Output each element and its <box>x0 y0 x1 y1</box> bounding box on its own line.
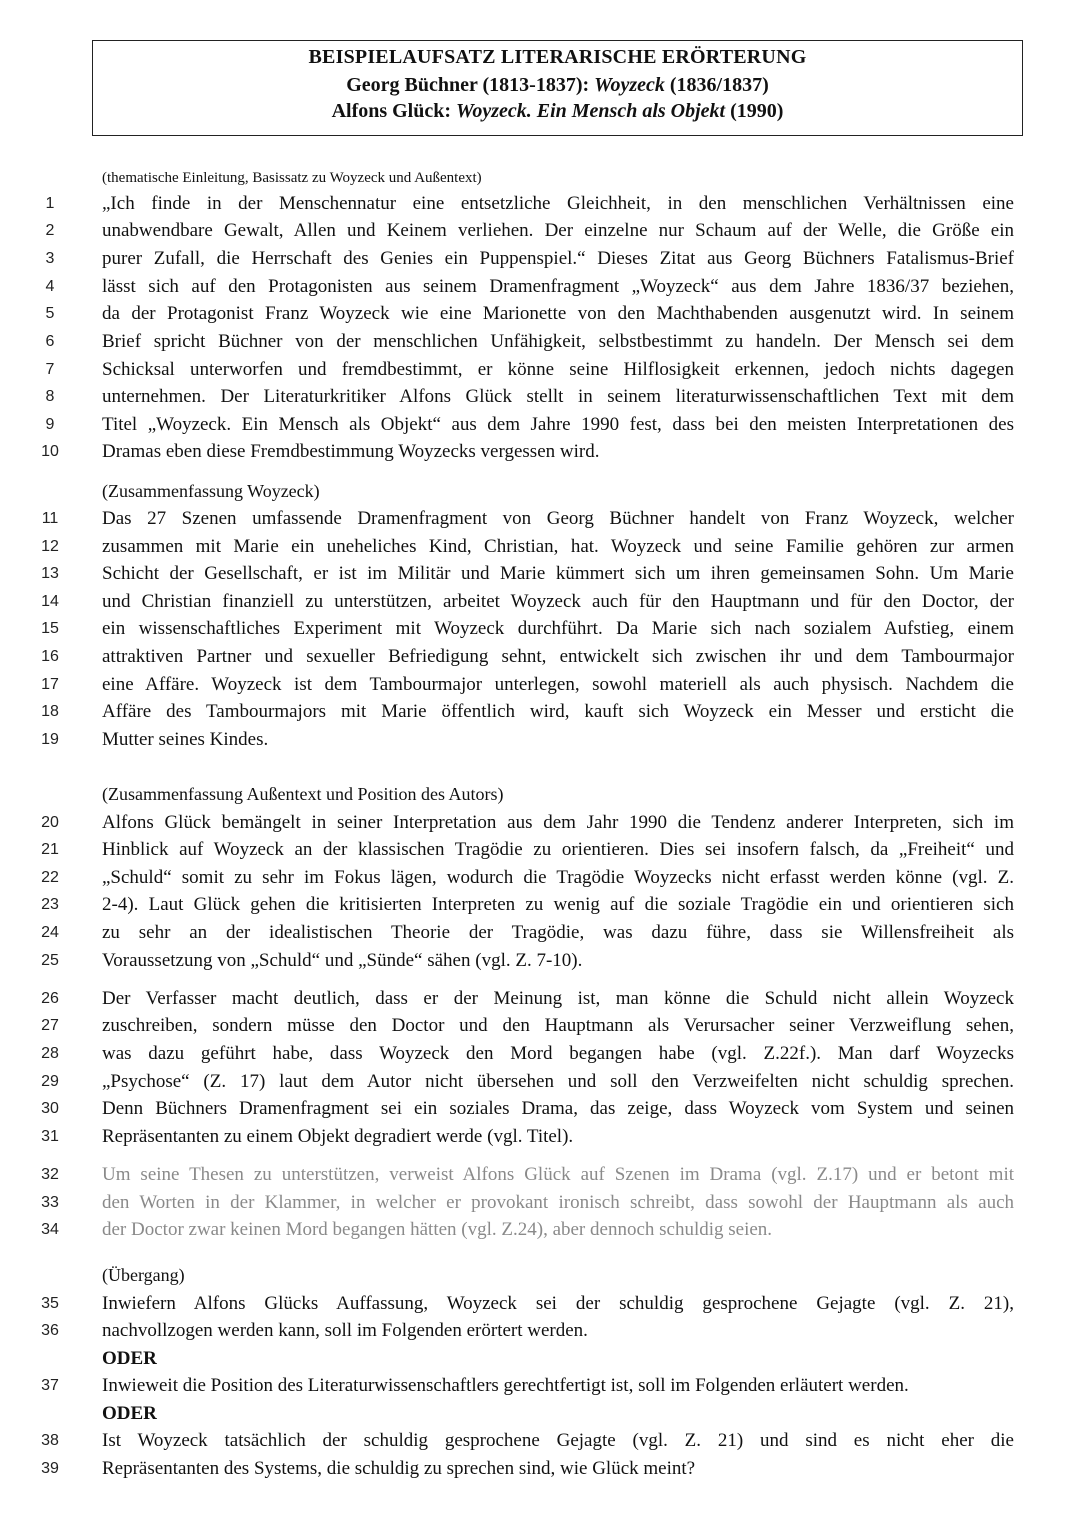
line-number: 1 <box>45 195 55 212</box>
section-heading-summary-text: (Zusammenfassung Außentext und Position des Autors) <box>102 784 504 804</box>
text-line: Repräsentanten zu einem Objekt degradiert werde (vgl. Titel). <box>102 1126 574 1147</box>
line-number: 21 <box>41 841 59 858</box>
text-line: den Worten in der Klammer, in welcher er provokant ironisch schreibt, dass sowohl der Hauptmann als auch <box>102 1192 1014 1213</box>
text-line: „Psychose“ (Z. 17) laut dem Autor nicht übersehen und soll den Verzweifelten nicht schuldig sprechen. <box>102 1071 1014 1092</box>
text-line: 2-4). Laut Glück gehen die kritisierten Interpreten zu wenig auf die soziale Tragödie ein und orientieren sich <box>102 894 1014 915</box>
section-heading-summary-woyzeck: (Zusammenfassung Woyzeck) <box>102 481 320 501</box>
line-number: 20 <box>41 814 59 831</box>
text-line: „Schuld“ somit zu sehr im Fokus lägen, wodurch die Tragödie Woyzecks nicht erfasst werden könne (vgl. Z. <box>102 867 1014 888</box>
text-line: zuschreiben, sondern müsse den Doctor und den Hauptmann als Verursacher seiner Verzweiflung sehen, <box>102 1015 1014 1036</box>
title-work-author: Georg Büchner (1813-1837): <box>346 74 595 96</box>
text-line: Inwieweit die Position des Literaturwissenschaftlers gerechtfertigt ist, soll im Folgenden erläutert werden. <box>102 1375 909 1396</box>
line-number: 5 <box>45 305 55 322</box>
text-line: Ist Woyzeck tatsächlich der schuldig gesprochene Gejagte (vgl. Z. 21) und sind es nicht eher die <box>102 1430 1014 1451</box>
line-number: 16 <box>41 648 59 665</box>
title-box <box>92 40 1023 136</box>
line-number: 30 <box>41 1100 59 1117</box>
text-line: zusammen mit Marie ein uneheliches Kind, Christian, hat. Woyzeck und seine Familie gehören zur armen <box>102 536 1014 557</box>
line-number: 6 <box>45 333 55 350</box>
title-work-year: (1836/1837) <box>664 74 769 96</box>
title-text-author: Alfons Glück: <box>331 100 457 122</box>
line-number: 36 <box>41 1322 59 1339</box>
line-number: 34 <box>41 1221 59 1238</box>
line-number: 38 <box>41 1432 59 1449</box>
text-line: Hinblick auf Woyzeck an der klassischen Tragödie zu orientieren. Dies sei insofern falsch, da „Freiheit“ und <box>102 839 1014 860</box>
text-line: der Doctor zwar keinen Mord begangen hätten (vgl. Z.24), aber dennoch schuldig seien. <box>102 1219 773 1240</box>
text-line: Schicht der Gesellschaft, er ist im Militär und Marie kümmert sich um ihren gemeinsamen Sohn. Um Marie <box>102 563 1014 584</box>
title-work-name: Woyzeck <box>594 74 665 96</box>
text-line: da der Protagonist Franz Woyzeck wie eine Marionette von den Machthabenden ausgenutzt wird. In seinem <box>102 303 1014 324</box>
line-number: 22 <box>41 869 59 886</box>
text-line: Alfons Glück bemängelt in seiner Interpretation aus dem Jahr 1990 die Tendenz anderer Interpreten, sich im <box>102 812 1014 833</box>
line-number: 39 <box>41 1460 59 1477</box>
line-number: 10 <box>41 443 59 460</box>
text-line: Der Verfasser macht deutlich, dass er der Meinung ist, man könne die Schuld nicht allein Woyzeck <box>102 988 1014 1009</box>
text-line: Inwiefern Alfons Glücks Auffassung, Woyzeck sei der schuldig gesprochene Gejagte (vgl. Z. 21), <box>102 1293 1014 1314</box>
line-number: 25 <box>41 952 59 969</box>
text-line: nachvollzogen werden kann, soll im Folgenden erörtert werden. <box>102 1320 588 1341</box>
text-line: Um seine Thesen zu unterstützen, verweist Alfons Glück auf Szenen im Drama (vgl. Z.17) und er betont mit <box>102 1164 1014 1185</box>
text-line: Schicksal unterworfen und fremdbestimmt, er könne seine Hilflosigkeit erkennen, jedoch nichts dagegen <box>102 359 1014 380</box>
text-line: Brief spricht Büchner von der menschlichen Unfähigkeit, selbstbestimmt zu handeln. Der Mensch sei dem <box>102 331 1014 352</box>
line-number: 28 <box>41 1045 59 1062</box>
line-number: 33 <box>41 1194 59 1211</box>
title-text-name: Woyzeck. Ein Mensch als Objekt <box>456 100 726 122</box>
line-number: 18 <box>41 703 59 720</box>
text-line: was dazu geführt habe, dass Woyzeck den Mord begangen habe (vgl. Z.22f.). Man darf Woyzecks <box>102 1043 1014 1064</box>
line-number: 37 <box>41 1377 59 1394</box>
text-line: „Ich finde in der Menschennatur eine entsetzliche Gleichheit, in den menschlichen Verhältnissen eine <box>102 193 1014 214</box>
line-number: 32 <box>41 1166 59 1183</box>
section-heading-transition: (Übergang) <box>102 1265 185 1285</box>
text-line: Denn Büchners Dramenfragment sei ein soziales Drama, das zeige, dass Woyzeck vom System und seinen <box>102 1098 1014 1119</box>
line-number: 17 <box>41 676 59 693</box>
line-number: 2 <box>45 222 55 239</box>
text-line: Dramas eben diese Fremdbestimmung Woyzecks vergessen wird. <box>102 441 600 462</box>
line-number: 11 <box>41 510 59 527</box>
line-number: 9 <box>45 416 55 433</box>
line-number: 3 <box>45 250 55 267</box>
title-text-year: (1990) <box>725 100 784 122</box>
line-number: 29 <box>41 1073 59 1090</box>
text-line: purer Zufall, die Herrschaft des Genies ein Puppenspiel.“ Dieses Zitat aus Georg Büchners Fatalismus-Brief <box>102 248 1014 269</box>
line-number: 35 <box>41 1295 59 1312</box>
line-number: 13 <box>41 565 59 582</box>
line-number: 14 <box>41 593 59 610</box>
line-number: 8 <box>45 388 55 405</box>
title-work-line <box>93 72 1022 98</box>
line-number: 27 <box>41 1017 59 1034</box>
text-line: eine Affäre. Woyzeck ist dem Tambourmajor unterlegen, sowohl materiell als auch physisch. Nachdem die <box>102 674 1014 695</box>
line-number: 7 <box>45 361 55 378</box>
line-number: 12 <box>41 538 59 555</box>
line-number: 4 <box>45 278 55 295</box>
text-line: Das 27 Szenen umfassende Dramenfragment von Georg Büchner handelt von Franz Woyzeck, welcher <box>102 508 1014 529</box>
text-line: und Christian finanziell zu unterstützen, arbeitet Woyzeck auch für den Hauptmann und für den Doctor, der <box>102 591 1014 612</box>
text-line: Voraussetzung von „Schuld“ und „Sünde“ sähen (vgl. Z. 7-10). <box>102 950 583 971</box>
text-line: zu sehr an der idealistischen Theorie der Tragödie, was dazu führe, dass sie Willensfreiheit als <box>102 922 1014 943</box>
section-heading-intro: (thematische Einleitung, Basissatz zu Woyzeck und Außentext) <box>102 170 482 186</box>
text-line: Mutter seines Kindes. <box>102 729 269 750</box>
line-number: 26 <box>41 990 59 1007</box>
line-number: 24 <box>41 924 59 941</box>
line-number: 31 <box>41 1128 59 1145</box>
text-line: attraktiven Partner und sexueller Befriedigung sehnt, entwickelt sich zwischen ihr und dem Tambourmajor <box>102 646 1014 667</box>
text-line: ein wissenschaftliches Experiment mit Woyzeck durchführt. Da Marie sich nach sozialem Aufstieg, einem <box>102 618 1014 639</box>
text-line: Affäre des Tambourmajors mit Marie öffentlich wird, kauft sich Woyzeck ein Messer und ersticht die <box>102 701 1014 722</box>
line-number: 23 <box>41 896 59 913</box>
text-line: unternehmen. Der Literaturkritiker Alfons Glück stellt in seinem literaturwissenschaftlichen Text mit dem <box>102 386 1014 407</box>
title-text-line <box>93 98 1022 124</box>
text-line: unabwendbare Gewalt, Allen und Keinem verliehen. Der einzelne nur Schaum auf der Welle, die Größe ein <box>102 220 1014 241</box>
document-title: BEISPIELAUFSATZ LITERARISCHE ERÖRTERUNG <box>308 46 807 68</box>
text-line: lässt sich auf den Protagonisten aus seinem Dramenfragment „Woyzeck“ aus dem Jahre 1836/37 beziehen, <box>102 276 1014 297</box>
oder-label: ODER <box>102 1348 157 1369</box>
oder-label: ODER <box>102 1403 157 1424</box>
text-line: Titel „Woyzeck. Ein Mensch als Objekt“ aus dem Jahre 1990 fest, dass bei den meisten Interpretationen des <box>102 414 1014 435</box>
text-line: Repräsentanten des Systems, die schuldig zu sprechen sind, wie Glück meint? <box>102 1458 696 1479</box>
line-number: 19 <box>41 731 59 748</box>
line-number: 15 <box>41 620 59 637</box>
